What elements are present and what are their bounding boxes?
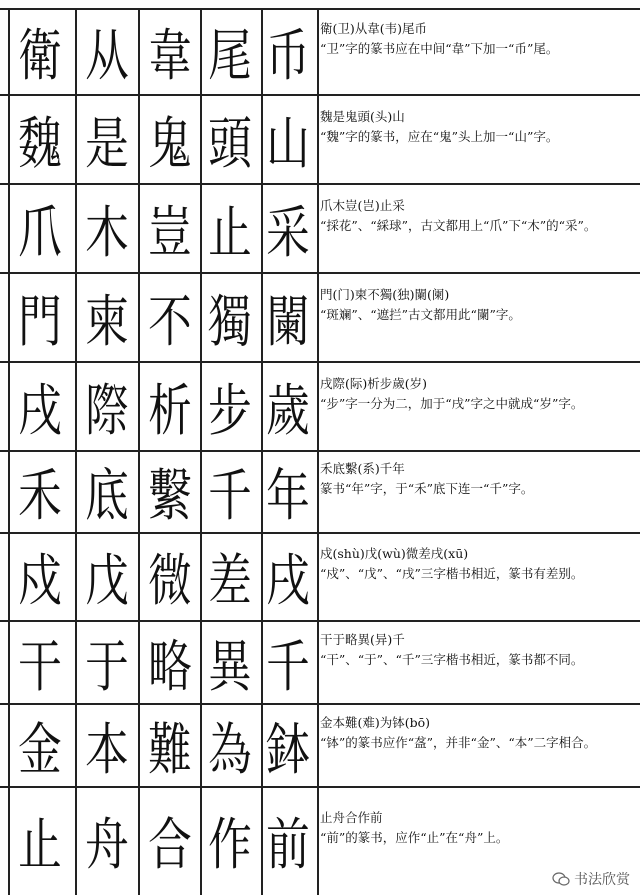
seal-character: 山 [266, 111, 310, 177]
column-divider [200, 10, 202, 96]
column-divider [138, 452, 140, 534]
row-description [320, 196, 634, 236]
watermark-text: 书法欣赏 [574, 872, 630, 888]
seal-character: 戊 [85, 549, 129, 614]
column-divider [200, 274, 202, 363]
table-row [0, 361, 640, 450]
seal-character: 魏 [18, 111, 62, 177]
seal-character: 木 [85, 200, 129, 266]
column-divider [8, 534, 10, 622]
row-description [320, 19, 634, 59]
seal-character: 舟 [85, 812, 129, 878]
row-explanation: “干”、“于”、“千”三字楷书相近，篆书都不同。 [320, 651, 584, 667]
column-divider [138, 10, 140, 96]
table-row [0, 272, 640, 361]
column-divider [200, 363, 202, 452]
seal-character: 柬 [85, 289, 129, 355]
row-explanation: 篆书“年”字，于“禾”底下连一“千”字。 [320, 481, 534, 496]
column-divider [317, 788, 319, 895]
column-divider [138, 534, 140, 622]
row-description [320, 713, 634, 753]
seal-character: 爪 [18, 200, 62, 266]
seal-character: 尾 [208, 24, 252, 89]
seal-character: 金 [18, 717, 62, 783]
seal-character: 鉢 [266, 717, 310, 783]
seal-character: 于 [85, 634, 129, 700]
column-divider [8, 274, 10, 363]
seal-character: 衛 [18, 24, 62, 89]
table-row [0, 532, 640, 620]
column-divider [261, 96, 263, 185]
column-divider [317, 10, 319, 96]
seal-character: 是 [85, 111, 129, 177]
seal-character: 析 [148, 378, 192, 444]
column-divider [8, 705, 10, 788]
row-description [320, 285, 634, 325]
seal-character: 戍 [18, 549, 62, 614]
column-divider [75, 788, 77, 895]
column-divider [261, 622, 263, 705]
seal-character: 豈 [148, 200, 192, 266]
seal-character: 合 [148, 812, 192, 878]
column-divider [261, 534, 263, 622]
column-divider [138, 622, 140, 705]
row-title: 戍(shù)戊(wù)微差戌(xū) [320, 546, 469, 561]
column-divider [75, 96, 77, 185]
row-title: 爪木豈(岂)止采 [320, 197, 405, 213]
column-divider [8, 452, 10, 534]
table-row [0, 786, 640, 893]
row-explanation: “戍”、“戊”、“戌”三字楷书相近，篆书有差别。 [320, 566, 584, 581]
table-row [0, 8, 640, 94]
column-divider [261, 363, 263, 452]
seal-character: 難 [148, 717, 192, 783]
column-divider [261, 705, 263, 788]
row-explanation: “前”的篆书，应作“止”在“舟”上。 [320, 829, 509, 845]
row-description [320, 459, 634, 499]
column-divider [75, 622, 77, 705]
seal-character: 币 [266, 24, 310, 89]
seal-character: 年 [266, 464, 310, 529]
column-divider [75, 10, 77, 96]
column-divider [261, 10, 263, 96]
row-description [320, 808, 634, 848]
row-description [320, 107, 634, 147]
row-description [320, 374, 634, 414]
seal-character: 門 [18, 289, 62, 355]
column-divider [261, 452, 263, 534]
seal-character: 作 [208, 812, 252, 878]
column-divider [261, 274, 263, 363]
column-divider [75, 185, 77, 274]
seal-character: 戌 [18, 378, 62, 444]
seal-character: 鬼 [148, 111, 192, 177]
column-divider [8, 622, 10, 705]
column-divider [317, 534, 319, 622]
seal-character: 千 [208, 464, 252, 529]
column-divider [8, 96, 10, 185]
seal-character: 韋 [148, 24, 192, 89]
column-divider [138, 363, 140, 452]
column-divider [200, 185, 202, 274]
column-divider [138, 274, 140, 363]
column-divider [75, 705, 77, 788]
column-divider [138, 185, 140, 274]
seal-character: 獨 [208, 289, 252, 355]
seal-character: 止 [18, 812, 62, 878]
seal-character: 際 [85, 378, 129, 444]
seal-character: 差 [208, 549, 252, 614]
seal-character: 略 [148, 634, 192, 700]
column-divider [75, 363, 77, 452]
column-divider [75, 274, 77, 363]
row-title: 干于略異(异)千 [320, 631, 405, 647]
row-explanation: “卫”字的篆书应在中间“韋”下加一“币”尾。 [320, 41, 559, 56]
seal-character: 步 [208, 378, 252, 444]
seal-character: 从 [85, 24, 129, 89]
column-divider [8, 10, 10, 96]
seal-character: 為 [208, 717, 252, 783]
seal-character: 禾 [18, 464, 62, 529]
column-divider [261, 788, 263, 895]
column-divider [317, 705, 319, 788]
row-explanation: “钵”的篆书应作“盋”，并非“金”、“本”二字相合。 [320, 734, 597, 750]
row-explanation: “採花”、“綵球”，古文都用上“爪”下“木”的“采”。 [320, 217, 597, 233]
row-explanation: “魏”字的篆书，应在“鬼”头上加一“山”字。 [320, 128, 559, 144]
column-divider [317, 185, 319, 274]
seal-character: 不 [148, 289, 192, 355]
column-divider [200, 705, 202, 788]
table-row [0, 94, 640, 183]
wechat-icon [552, 872, 570, 886]
seal-character: 千 [266, 634, 310, 700]
column-divider [75, 534, 77, 622]
column-divider [8, 185, 10, 274]
table-row [0, 703, 640, 786]
seal-character: 歲 [266, 378, 310, 444]
row-explanation: “步”字一分为二，加于“戌”字之中就成“岁”字。 [320, 395, 584, 411]
column-divider [317, 96, 319, 185]
column-divider [200, 96, 202, 185]
row-description [320, 630, 634, 670]
row-title: 止舟合作前 [320, 809, 383, 825]
row-description [320, 544, 634, 584]
row-title: 魏是鬼頭(头)山 [320, 108, 405, 124]
seal-character: 本 [85, 717, 129, 783]
column-divider [138, 96, 140, 185]
column-divider [200, 622, 202, 705]
column-divider [75, 452, 77, 534]
seal-character: 干 [18, 634, 62, 700]
seal-character: 繫 [148, 464, 192, 529]
column-divider [8, 363, 10, 452]
column-divider [317, 622, 319, 705]
row-title: 戌際(际)析步歲(岁) [320, 375, 428, 391]
column-divider [261, 185, 263, 274]
row-title: 門(门)柬不獨(独)闌(阑) [320, 286, 450, 302]
row-title: 禾底繫(系)千年 [320, 461, 405, 476]
seal-character: 底 [85, 464, 129, 529]
column-divider [8, 788, 10, 895]
column-divider [317, 363, 319, 452]
row-explanation: “斑斓”、“遮拦”古文都用此“闌”字。 [320, 306, 521, 322]
column-divider [317, 452, 319, 534]
watermark [550, 869, 632, 889]
row-title: 衛(卫)从韋(韦)尾币 [320, 21, 428, 36]
seal-character: 止 [208, 200, 252, 266]
column-divider [138, 788, 140, 895]
column-divider [200, 788, 202, 895]
seal-character: 戌 [266, 549, 310, 614]
table-row [0, 620, 640, 703]
seal-character: 闌 [266, 289, 310, 355]
column-divider [317, 274, 319, 363]
column-divider [200, 534, 202, 622]
seal-character: 異 [208, 634, 252, 700]
seal-character: 采 [266, 200, 310, 266]
column-divider [200, 452, 202, 534]
row-title: 金本難(难)为钵(bō) [320, 714, 431, 730]
table-row [0, 183, 640, 272]
seal-character: 微 [148, 549, 192, 614]
seal-character: 頭 [208, 111, 252, 177]
column-divider [138, 705, 140, 788]
seal-character: 前 [266, 812, 310, 878]
table-row [0, 450, 640, 532]
